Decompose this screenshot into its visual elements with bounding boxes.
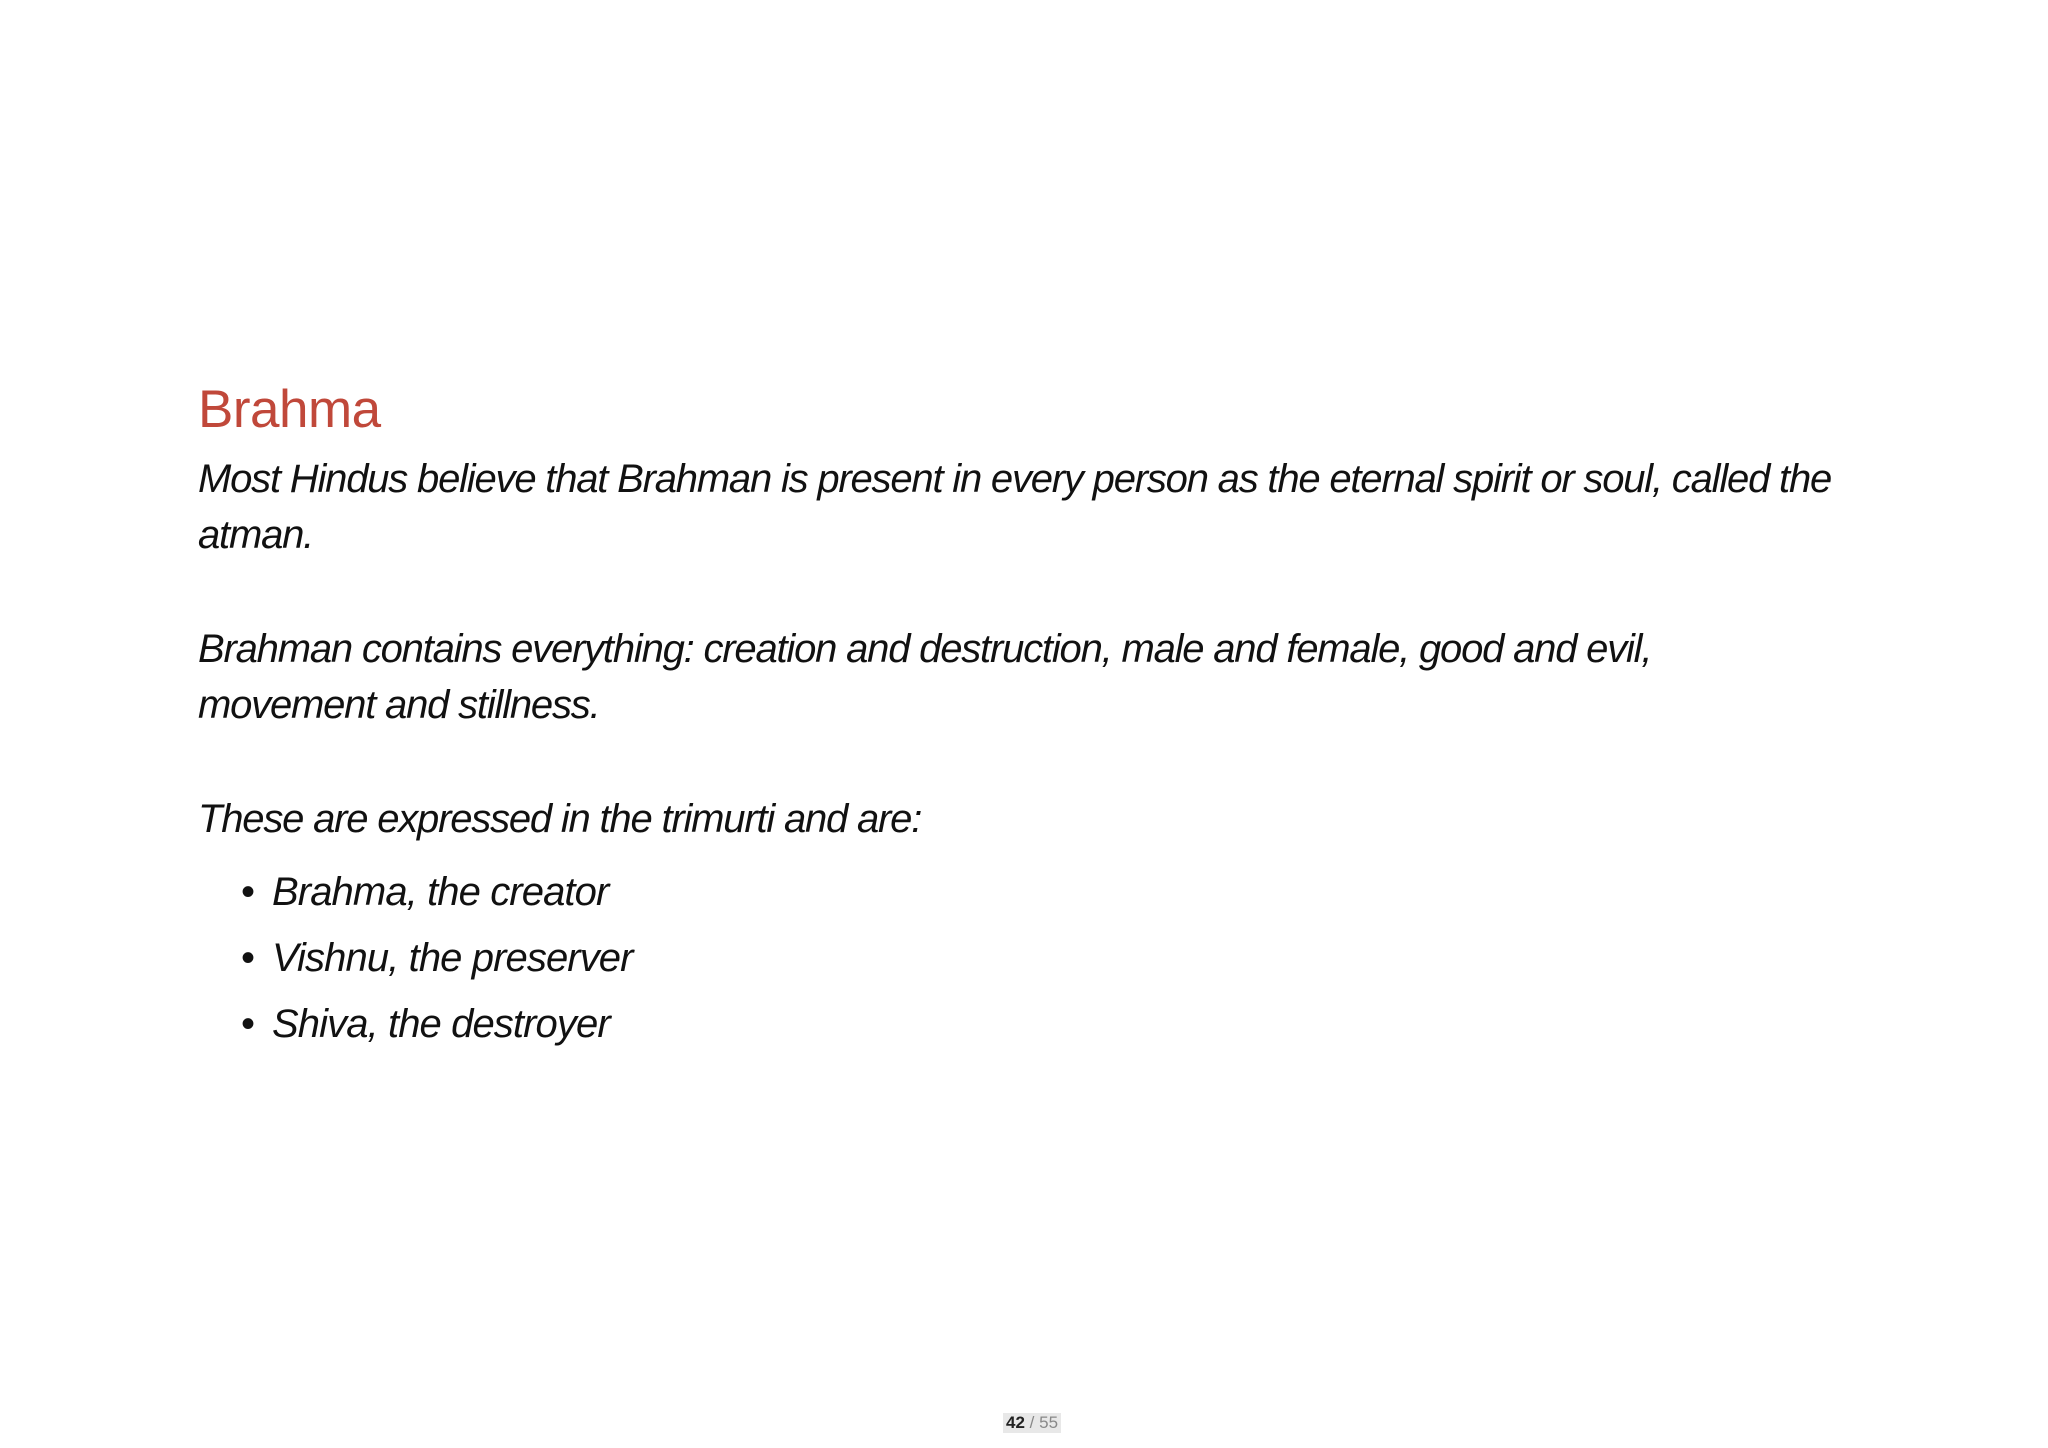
current-page: 42 — [1006, 1413, 1025, 1432]
bullet-icon: • — [241, 936, 255, 980]
paragraph-brahman-contains: Brahman contains everything: creation and destruction, male and female, good and evil, movement and stillness. — [198, 627, 1652, 727]
total-pages: 55 — [1039, 1413, 1059, 1432]
list-item-text: Brahma, the creator — [272, 870, 609, 914]
list-item-text: Vishnu, the preserver — [272, 936, 633, 980]
bullet-icon: • — [241, 870, 255, 914]
trimurti-list — [198, 859, 1898, 1057]
list-item-brahma — [198, 859, 1898, 925]
slide-content — [198, 375, 1898, 1057]
paragraph-atman: Most Hindus believe that Brahman is present in every person as the eternal spirit or soul, called the atman. — [198, 457, 1832, 557]
slide-title: Brahma — [198, 380, 381, 439]
bullet-icon: • — [241, 1002, 255, 1046]
page-separator: / — [1029, 1413, 1035, 1432]
list-item-shiva — [198, 991, 1898, 1057]
page-indicator — [1003, 1413, 1061, 1433]
list-item-vishnu — [198, 925, 1898, 991]
paragraph-trimurti-intro: These are expressed in the trimurti and are: — [198, 797, 922, 841]
list-item-text: Shiva, the destroyer — [272, 1002, 610, 1046]
